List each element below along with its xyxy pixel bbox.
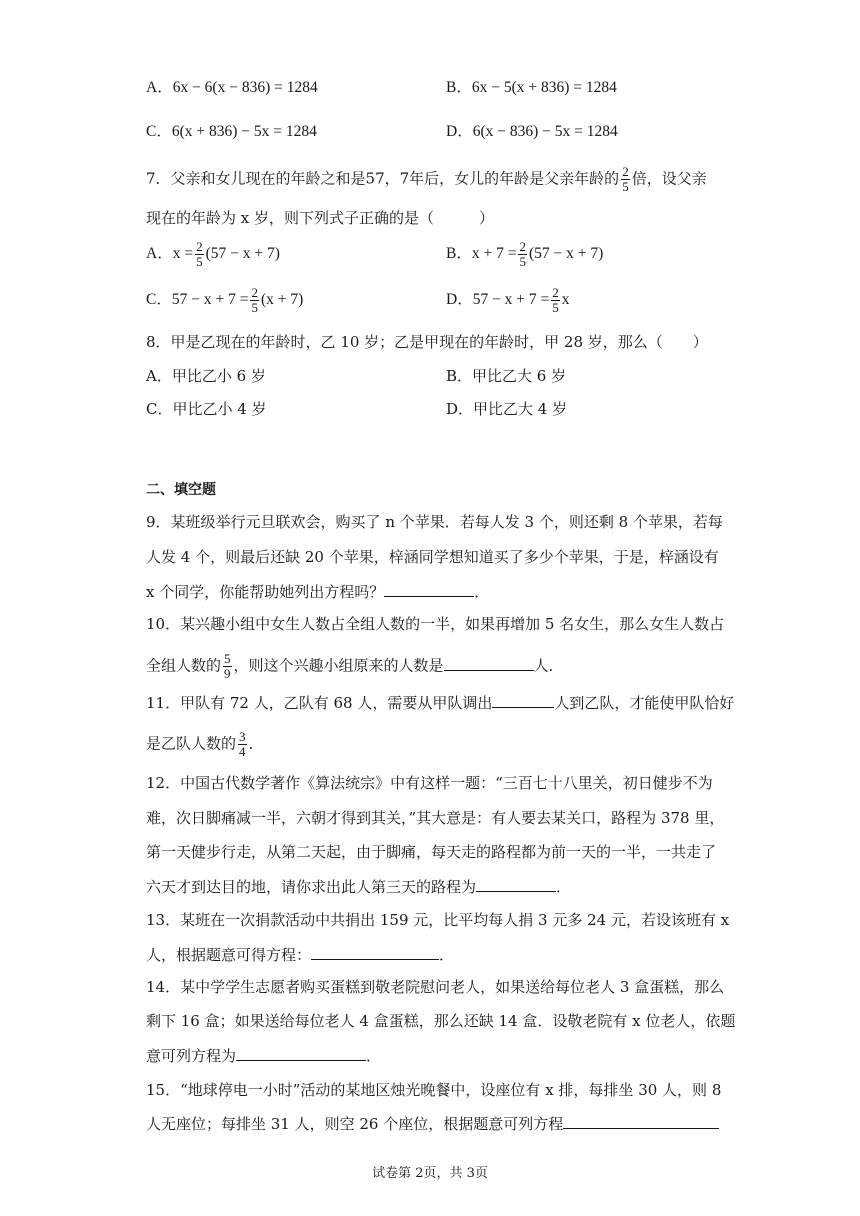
q7-a-pre: A．x = bbox=[146, 245, 194, 263]
q9-answer-blank[interactable] bbox=[384, 581, 474, 597]
q11-frac-den: 4 bbox=[239, 744, 246, 759]
q12-line4 bbox=[146, 876, 571, 897]
q7-a-frac bbox=[195, 240, 204, 269]
q14-line3-end: ． bbox=[366, 1047, 382, 1065]
q14-line3-text: 意可列方程为 bbox=[146, 1047, 237, 1065]
q7-option-c bbox=[146, 286, 303, 315]
q9-line3-end: ． bbox=[474, 583, 490, 601]
q7-b-frac bbox=[518, 240, 527, 269]
q11-line2-end: ． bbox=[248, 734, 264, 753]
q8-option-d: D．甲比乙大 4 岁 bbox=[446, 400, 568, 418]
q7-b-frac-den: 5 bbox=[519, 254, 526, 269]
q8-option-b: B．甲比乙大 6 岁 bbox=[446, 367, 567, 385]
q14-line3 bbox=[146, 1045, 381, 1066]
q7-frac-num: 2 bbox=[622, 164, 629, 179]
q7-c-pre: C．57 − x + 7 = bbox=[146, 291, 249, 309]
q11-line1 bbox=[146, 692, 734, 713]
q13-line2-end: ． bbox=[439, 946, 455, 964]
q6-option-b: B．6x − 5(x + 836) = 1284 bbox=[446, 79, 617, 96]
q7-c-frac bbox=[250, 286, 259, 315]
q15-line2 bbox=[146, 1113, 719, 1134]
q13-line1: 13．某班在一次捐款活动中共捐出 159 元，比平均每人捐 3 元多 24 元，若设该班有 x bbox=[146, 911, 730, 929]
q11-line1-pre: 11．甲队有 72 人，乙队有 68 人，需要从甲队调出 bbox=[146, 694, 493, 712]
q10-frac-num: 5 bbox=[224, 651, 231, 666]
q8-option-a: A．甲比乙小 6 岁 bbox=[146, 367, 266, 385]
q10-line2-pre: 全组人数的 bbox=[146, 656, 222, 675]
q11-line2 bbox=[146, 730, 264, 759]
q12-line1: 12．中国古代数学著作《算法统宗》中有这样一题：“三百七十八里关，初日健步不为 bbox=[146, 774, 713, 792]
q13-answer-blank[interactable] bbox=[311, 944, 439, 960]
page-footer: 试卷第 2页，共 3页 bbox=[372, 1166, 488, 1181]
q9-line2: 人发 4 个，则最后还缺 20 个苹果，梓涵同学想知道买了多少个苹果，于是，梓涵设有 bbox=[146, 548, 719, 566]
q7-option-b bbox=[446, 240, 603, 269]
q10-frac-den: 9 bbox=[224, 666, 231, 681]
q11-line1-post: 人到乙队，才能使甲队恰好 bbox=[554, 694, 735, 712]
q7-fraction bbox=[621, 165, 630, 194]
q12-line4-text: 六天才到达目的地，请你求出此人第三天的路程为 bbox=[146, 878, 477, 896]
q7-b-post: (57 − x + 7) bbox=[528, 245, 604, 263]
q10-line2-end: 人． bbox=[533, 656, 564, 675]
q12-answer-blank[interactable] bbox=[476, 876, 556, 892]
q10-line2 bbox=[146, 652, 564, 681]
q15-line1: 15．“地球停电一小时”活动的某地区烛光晚餐中，设座位有 x 排，每排坐 30 人，则 8 bbox=[146, 1081, 722, 1099]
q15-answer-blank[interactable] bbox=[563, 1113, 719, 1129]
q14-answer-blank[interactable] bbox=[236, 1045, 366, 1061]
q7-b-frac-num: 2 bbox=[519, 239, 526, 254]
q7-a-frac-num: 2 bbox=[196, 239, 203, 254]
q11-frac-num: 3 bbox=[239, 729, 246, 744]
q9-line3 bbox=[146, 581, 489, 602]
q14-line2: 剩下 16 盒；如果送给每位老人 4 盒蛋糕，那么还缺 14 盒．设敬老院有 x 位老人，依题 bbox=[146, 1012, 736, 1030]
q7-a-frac-den: 5 bbox=[196, 254, 203, 269]
q6-option-c: C．6(x + 836) − 5x = 1284 bbox=[146, 123, 317, 140]
q7-stem-line2: 现在的年龄为 x 岁，则下列式子正确的是（ ） bbox=[146, 209, 494, 227]
q10-line2-mid: ，则这个兴趣小组原来的人数是 bbox=[233, 656, 444, 675]
q7-d-frac-num: 2 bbox=[552, 285, 559, 300]
q12-line3: 第一天健步行走，从第二天起，由于脚痛，每天走的路程都为前一天的一半，一共走了 bbox=[146, 843, 717, 861]
q6-option-a: A．6x − 6(x − 836) = 1284 bbox=[146, 79, 318, 96]
q7-b-pre: B．x + 7 = bbox=[446, 245, 517, 263]
q11-answer-blank[interactable] bbox=[492, 692, 554, 708]
q15-line2-text: 人无座位；每排坐 31 人，则空 26 个座位，根据题意可列方程 bbox=[146, 1115, 564, 1133]
q7-d-frac bbox=[551, 286, 560, 315]
q12-line4-end: ． bbox=[556, 878, 572, 896]
q7-d-pre: D．57 − x + 7 = bbox=[446, 291, 550, 309]
q7-frac-den: 5 bbox=[622, 179, 629, 194]
q10-answer-blank[interactable] bbox=[444, 655, 534, 671]
q11-fraction bbox=[238, 730, 247, 759]
q10-line1: 10．某兴趣小组中女生人数占全组人数的一半，如果再增加 5 名女生，那么女生人数占 bbox=[146, 615, 725, 633]
q7-c-post: (x + 7) bbox=[260, 291, 304, 309]
q9-line3-text: x 个同学，你能帮助她列出方程吗？ bbox=[146, 583, 385, 601]
q7-c-frac-num: 2 bbox=[251, 285, 258, 300]
q12-line2: 难，次日脚痛减一半，六朝才得到其关，”其大意是：有人要去某关口，路程为 378 里， bbox=[146, 809, 725, 827]
section-title-fill-in: 二、填空题 bbox=[146, 482, 216, 498]
q9-line1: 9．某班级举行元旦联欢会，购买了 n 个苹果．若每人发 3 个，则还剩 8 个苹果，若每 bbox=[146, 513, 723, 531]
q7-option-a bbox=[146, 240, 280, 269]
q8-stem: 8．甲是乙现在的年龄时，乙 10 岁；乙是甲现在的年龄时，甲 28 岁，那么（ ） bbox=[146, 333, 708, 351]
q13-line2-text: 人，根据题意可得方程： bbox=[146, 946, 312, 964]
q7-d-frac-den: 5 bbox=[552, 300, 559, 315]
q7-option-d bbox=[446, 286, 570, 315]
q7-d-post: x bbox=[561, 291, 570, 309]
q7-c-frac-den: 5 bbox=[251, 300, 258, 315]
q7-stem-text-a: 7．父亲和女儿现在的年龄之和是57，7年后，女儿的年龄是父亲年龄的 bbox=[146, 169, 620, 188]
q6-option-d: D．6(x − 836) − 5x = 1284 bbox=[446, 123, 618, 140]
q11-line2-pre: 是乙队人数的 bbox=[146, 734, 237, 753]
q10-fraction bbox=[223, 652, 232, 681]
q7-stem-text-b: 倍，设父亲 bbox=[631, 169, 707, 188]
q7-a-post: (57 − x + 7) bbox=[205, 245, 280, 263]
q7-stem-line1 bbox=[146, 165, 707, 194]
q8-option-c: C．甲比乙小 4 岁 bbox=[146, 400, 267, 418]
q14-line1: 14．某中学学生志愿者购买蛋糕到敬老院慰问老人，如果送给每位老人 3 盒蛋糕，那么 bbox=[146, 978, 725, 996]
q13-line2 bbox=[146, 944, 454, 965]
